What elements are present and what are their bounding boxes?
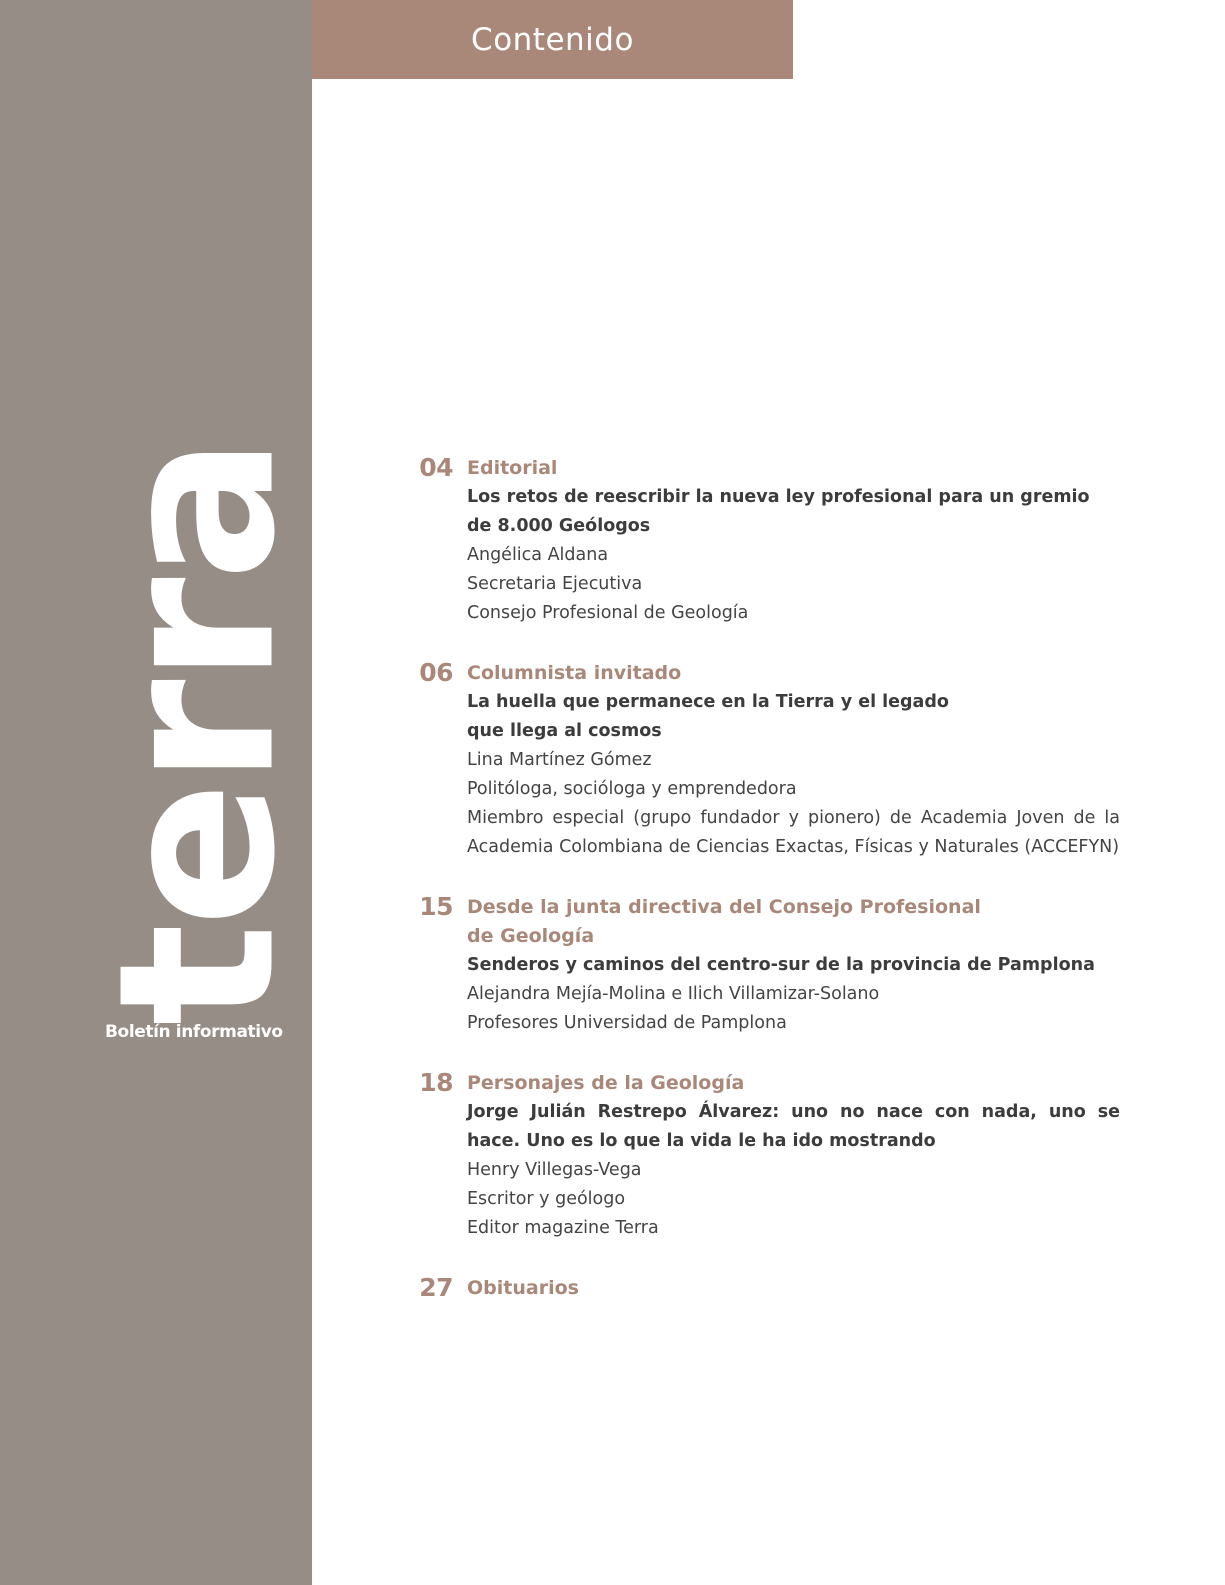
toc-entry-editorial[interactable] — [405, 452, 1120, 628]
toc-article-title-line-2: que llega al cosmos — [467, 721, 662, 741]
toc-entry-columnista[interactable] — [405, 657, 1120, 862]
toc-page-number: 04 — [419, 453, 453, 482]
page-title: Contenido — [471, 21, 634, 58]
toc-entry-junta-directiva[interactable] — [405, 891, 1120, 1038]
toc-entry-obituarios[interactable] — [405, 1272, 1120, 1304]
toc-page-number: 27 — [419, 1273, 453, 1302]
contents-header — [312, 0, 793, 79]
table-of-contents — [405, 452, 1120, 1333]
toc-section-title: Editorial — [467, 457, 558, 479]
toc-section-title: Personajes de la Geología — [467, 1072, 745, 1094]
toc-article-title: Los retos de reescribir la nueva ley profesional para un gremio de 8.000 Geólogos — [467, 487, 1090, 536]
toc-page-number: 18 — [419, 1068, 453, 1097]
toc-author: Angélica Aldana — [467, 545, 609, 565]
toc-author-role: Politóloga, socióloga y emprendedora — [467, 779, 797, 799]
toc-entry-body — [467, 1272, 1120, 1304]
toc-author: Alejandra Mejía-Molina e Ilich Villamizar-Solano — [467, 984, 880, 1004]
brand-logo: terra — [71, 440, 323, 1026]
brand-subtitle: Boletín informativo — [105, 1022, 283, 1042]
toc-entry-body — [467, 891, 1120, 1038]
toc-author-role: Secretaria Ejecutiva — [467, 574, 643, 594]
toc-page-number: 15 — [419, 892, 453, 921]
toc-entry-body — [467, 1067, 1120, 1243]
toc-entry-body — [467, 657, 1120, 862]
toc-author-role: Escritor y geólogo — [467, 1189, 626, 1209]
toc-entry-body — [467, 452, 1120, 628]
toc-section-title: Obituarios — [467, 1277, 579, 1299]
toc-section-title-line-1: Desde la junta directiva del Consejo Profesional — [467, 896, 981, 918]
toc-author: Henry Villegas-Vega — [467, 1160, 642, 1180]
toc-author: Lina Martínez Gómez — [467, 750, 652, 770]
toc-author-role: Profesores Universidad de Pamplona — [467, 1013, 787, 1033]
sidebar — [0, 0, 323, 1585]
toc-article-title: Senderos y caminos del centro-sur de la provincia de Pamplona — [467, 955, 1095, 975]
toc-article-title: Jorge Julián Restrepo Álvarez: uno no nace con nada, uno se hace. Uno es lo que la vida le ha ido mostrando — [467, 1102, 1120, 1151]
toc-author-affiliation: Miembro especial (grupo fundador y pionero) de Academia Joven de la Academia Colombiana de Ciencias Exactas, Físicas y Naturales (ACCEFYN) — [467, 808, 1120, 857]
toc-section-title: Columnista invitado — [467, 662, 682, 684]
toc-entry-personajes[interactable] — [405, 1067, 1120, 1243]
toc-section-title-line-2: de Geología — [467, 925, 595, 947]
toc-author-affiliation: Consejo Profesional de Geología — [467, 603, 749, 623]
toc-author-affiliation: Editor magazine Terra — [467, 1218, 659, 1238]
toc-page-number: 06 — [419, 658, 453, 687]
toc-article-title-line-1: La huella que permanece en la Tierra y el legado — [467, 692, 949, 712]
